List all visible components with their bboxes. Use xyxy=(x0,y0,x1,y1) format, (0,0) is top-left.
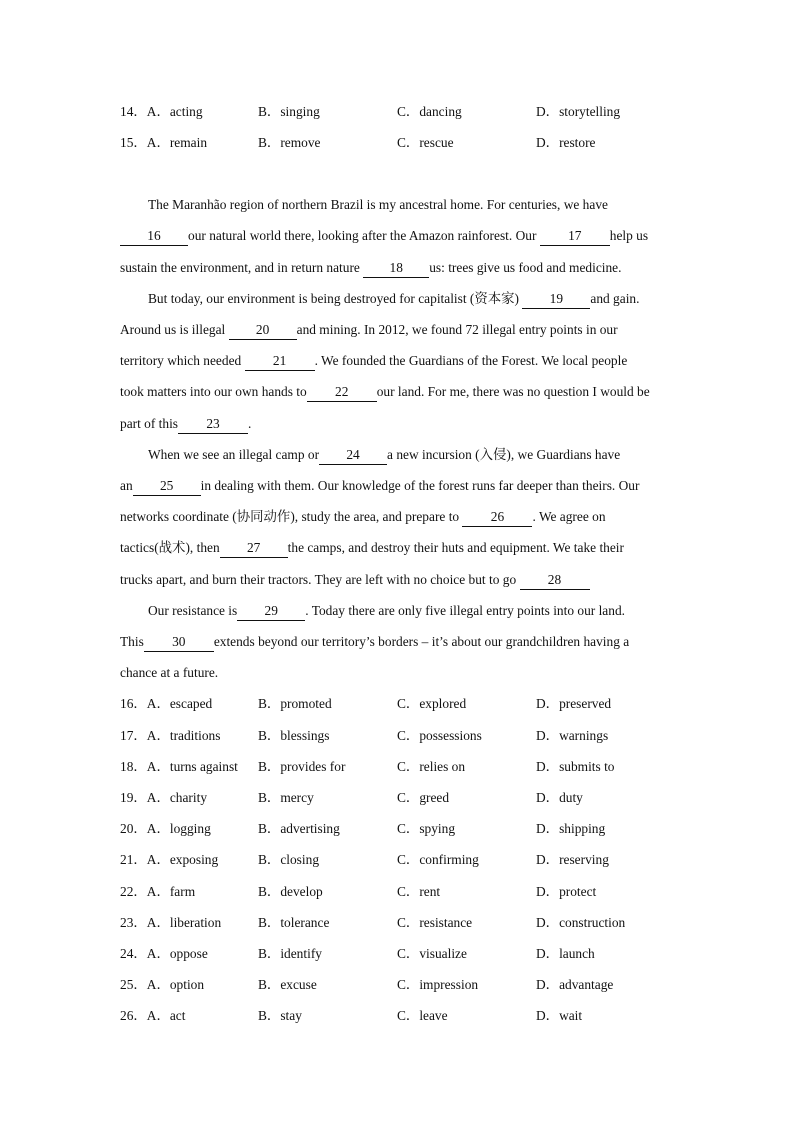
option-row-20 xyxy=(120,819,680,839)
blank-22[interactable]: 22 xyxy=(307,384,377,402)
option-b: B．closing xyxy=(258,852,320,867)
passage-line: part of this 23 . xyxy=(120,414,680,434)
blank-29[interactable]: 29 xyxy=(237,603,305,621)
option-row-17 xyxy=(120,726,680,746)
option-c: C．explored xyxy=(397,696,467,711)
blank-25[interactable]: 25 xyxy=(133,478,201,496)
option-row-26 xyxy=(120,1006,680,1026)
option-c: C．rent xyxy=(397,884,441,899)
blank-19[interactable]: 19 xyxy=(522,291,590,309)
option-c: C．greed xyxy=(397,790,450,805)
option-b: B．provides for xyxy=(258,759,346,774)
blank-23[interactable]: 23 xyxy=(178,416,248,434)
option-d: D．restore xyxy=(536,135,596,150)
option-c: C．resistance xyxy=(397,915,473,930)
blank-24[interactable]: 24 xyxy=(319,447,387,465)
option-c: C．spying xyxy=(397,821,456,836)
option-c: C．impression xyxy=(397,977,479,992)
option-a: 24．A．oppose xyxy=(120,946,208,961)
passage-line: territory which needed 21 . We founded the Guardians of the Forest. We local people xyxy=(120,351,680,371)
option-c: C．confirming xyxy=(397,852,479,867)
blank-21[interactable]: 21 xyxy=(245,353,315,371)
option-a: 25．A．option xyxy=(120,977,205,992)
option-a: 19．A．charity xyxy=(120,790,208,805)
blank-16[interactable]: 16 xyxy=(120,228,188,246)
option-b: B．advertising xyxy=(258,821,340,836)
passage-line: The Maranhão region of northern Brazil is my ancestral home. For centuries, we have xyxy=(148,197,608,212)
passage-line: Around us is illegal 20 and mining. In 2012, we found 72 illegal entry points in our xyxy=(120,320,680,340)
option-d: D．advantage xyxy=(536,977,614,992)
option-c: C．visualize xyxy=(397,946,467,961)
passage-line: But today, our environment is being destroyed for capitalist (资本家) 19 and gain. xyxy=(148,289,680,309)
passage-line: This 30 extends beyond our territory’s borders – it’s about our grandchildren having a xyxy=(120,632,680,652)
option-a: 18．A．turns against xyxy=(120,759,238,774)
passage-line: trucks apart, and burn their tractors. They are left with no choice but to go 28 xyxy=(120,570,680,590)
option-d: D．warnings xyxy=(536,728,609,743)
blank-17[interactable]: 17 xyxy=(540,228,610,246)
blank-30[interactable]: 30 xyxy=(144,634,214,652)
option-b: B．identify xyxy=(258,946,322,961)
passage-line: When we see an illegal camp or 24 a new incursion (入侵), we Guardians have xyxy=(148,445,680,465)
option-a: 26．A．act xyxy=(120,1008,186,1023)
blank-26[interactable]: 26 xyxy=(462,509,532,527)
option-d: D．submits to xyxy=(536,759,615,774)
option-row-23 xyxy=(120,913,680,933)
passage-line: tactics(战术), then 27 the camps, and destroy their huts and equipment. We take their xyxy=(120,538,680,558)
blank-20[interactable]: 20 xyxy=(229,322,297,340)
blank-28[interactable]: 28 xyxy=(520,572,590,590)
option-row-18 xyxy=(120,757,680,777)
option-a: 15．A．remain xyxy=(120,135,208,150)
option-row-22 xyxy=(120,882,680,902)
blank-27[interactable]: 27 xyxy=(220,540,288,558)
blank-18[interactable]: 18 xyxy=(363,260,429,278)
option-d: D．reserving xyxy=(536,852,609,867)
option-b: B．tolerance xyxy=(258,915,330,930)
option-row-16 xyxy=(120,694,680,714)
option-d: D．storytelling xyxy=(536,104,621,119)
option-row-15 xyxy=(120,133,680,153)
passage-line: 16 our natural world there, looking after the Amazon rainforest. Our 17 help us xyxy=(120,226,680,246)
option-a: 21．A．exposing xyxy=(120,852,219,867)
option-row-24 xyxy=(120,944,680,964)
option-b: B．mercy xyxy=(258,790,314,805)
option-d: D．shipping xyxy=(536,821,606,836)
option-a: 23．A．liberation xyxy=(120,915,222,930)
option-a: 22．A．farm xyxy=(120,884,196,899)
option-b: B．singing xyxy=(258,104,320,119)
option-d: D．launch xyxy=(536,946,595,961)
option-c: C．leave xyxy=(397,1008,448,1023)
option-row-19 xyxy=(120,788,680,808)
option-b: B．remove xyxy=(258,135,321,150)
option-d: D．construction xyxy=(536,915,626,930)
passage-line: Our resistance is 29 . Today there are only five illegal entry points into our land. xyxy=(148,601,680,621)
option-d: D．protect xyxy=(536,884,597,899)
option-c: C．dancing xyxy=(397,104,462,119)
option-b: B．blessings xyxy=(258,728,330,743)
option-b: B．promoted xyxy=(258,696,332,711)
option-d: D．duty xyxy=(536,790,583,805)
passage-line: networks coordinate (协同动作), study the area, and prepare to 26 . We agree on xyxy=(120,507,680,527)
option-a: 17．A．traditions xyxy=(120,728,221,743)
option-row-25 xyxy=(120,975,680,995)
option-row-14 xyxy=(120,102,680,122)
option-row-21 xyxy=(120,850,680,870)
passage-line: took matters into our own hands to 22 our land. For me, there was no question I would be xyxy=(120,382,680,402)
option-d: D．preserved xyxy=(536,696,612,711)
option-a: 20．A．logging xyxy=(120,821,211,836)
option-a: 14．A．acting xyxy=(120,104,203,119)
option-c: C．relies on xyxy=(397,759,466,774)
passage-line: an 25 in dealing with them. Our knowledge of the forest runs far deeper than theirs. Our xyxy=(120,476,680,496)
option-c: C．rescue xyxy=(397,135,454,150)
option-c: C．possessions xyxy=(397,728,482,743)
option-b: B．stay xyxy=(258,1008,302,1023)
passage-line: sustain the environment, and in return nature 18 us: trees give us food and medicine. xyxy=(120,258,680,278)
option-b: B．develop xyxy=(258,884,323,899)
option-b: B．excuse xyxy=(258,977,317,992)
option-a: 16．A．escaped xyxy=(120,696,213,711)
passage-line: chance at a future. xyxy=(120,665,219,680)
option-d: D．wait xyxy=(536,1008,583,1023)
